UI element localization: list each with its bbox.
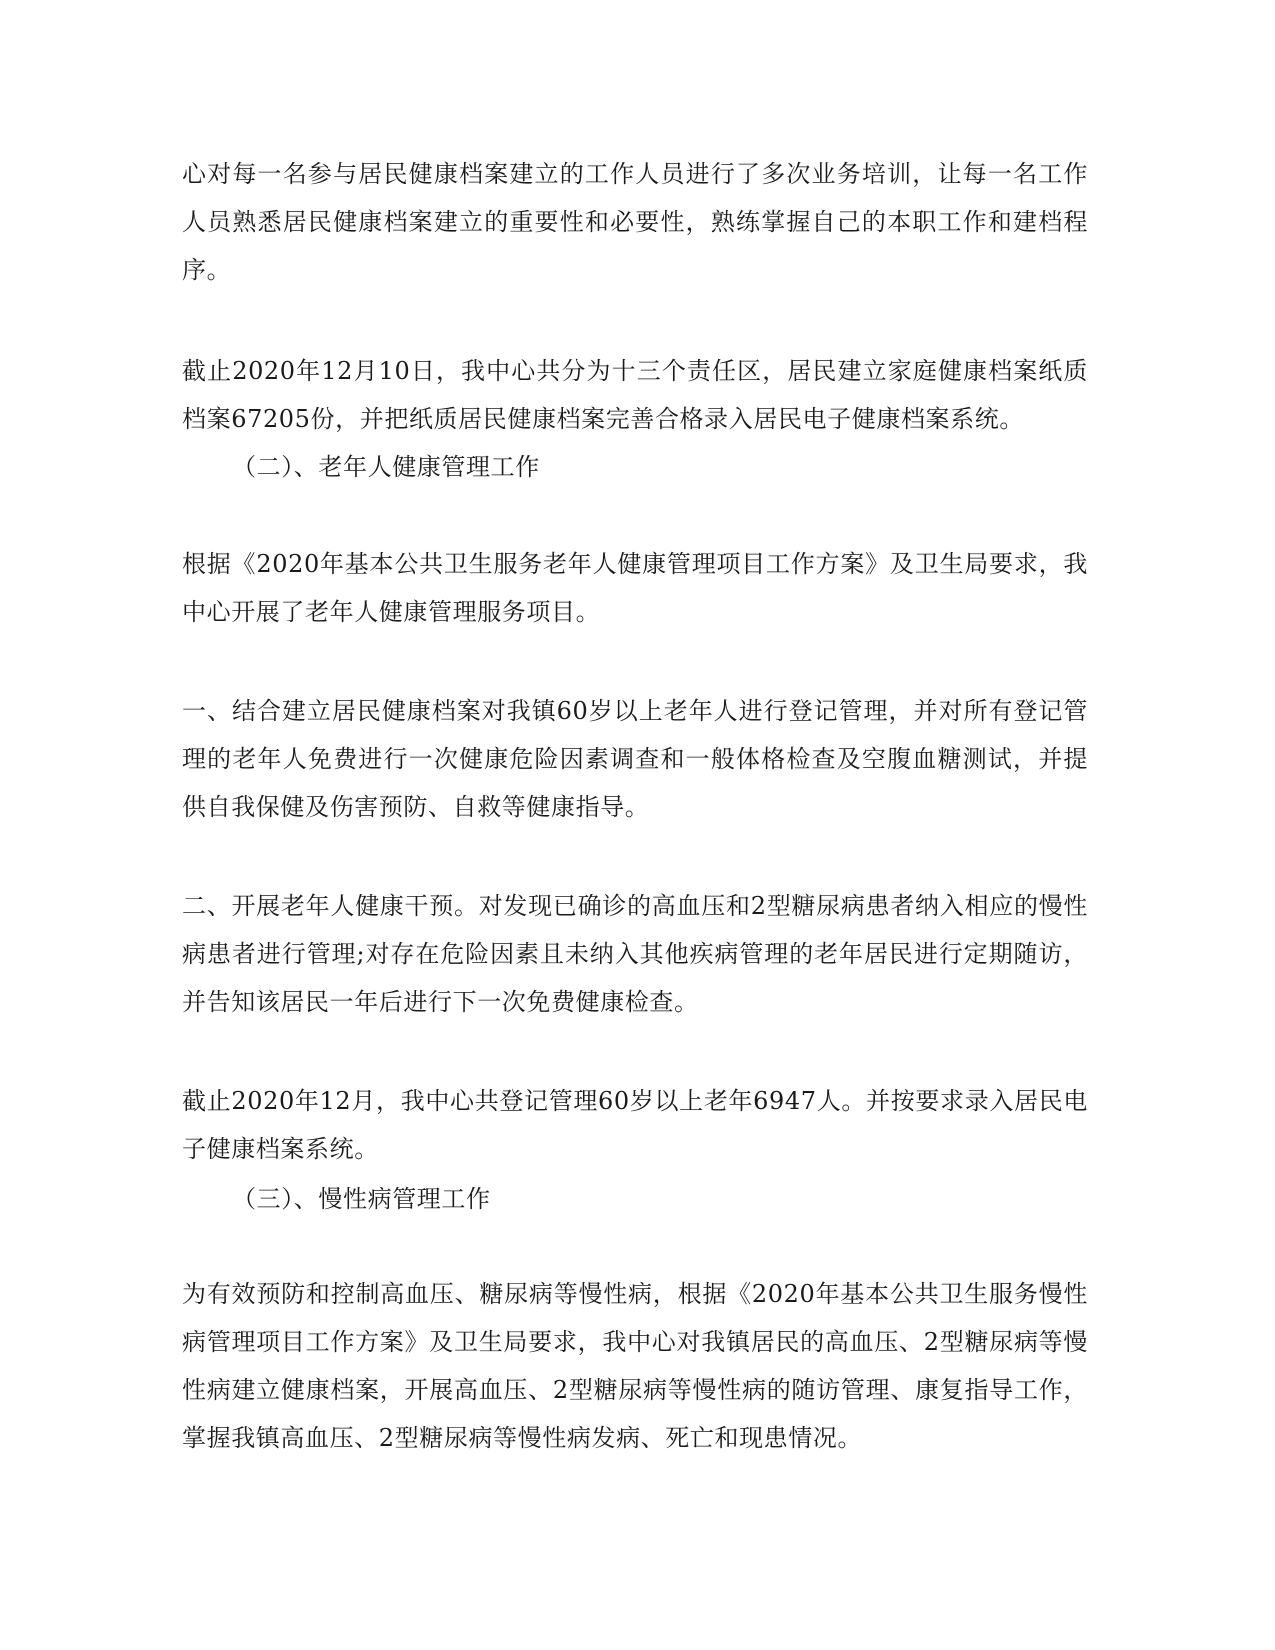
paragraph-archive-count: 截止2020年12月10日，我中心共分为十三个责任区，居民建立家庭健康档案纸质档案67205份，并把纸质居民健康档案完善合格录入居民电子健康档案系统。 [182,357,1088,433]
paragraph-elderly-basis: 根据《2020年基本公共卫生服务老年人健康管理项目工作方案》及卫生局要求，我中心开展了老年人健康管理服务项目。 [182,550,1088,626]
paragraph-training: 心对每一名参与居民健康档案建立的工作人员进行了多次业务培训，让每一名工作人员熟悉居民健康档案建立的重要性和必要性，熟练掌握自己的本职工作和建档程序。 [182,160,1088,284]
paragraph-chronic-management: 为有效预防和控制高血压、糖尿病等慢性病，根据《2020年基本公共卫生服务慢性病管理项目工作方案》及卫生局要求，我中心对我镇居民的高血压、2型糖尿病等慢性病建立健康档案，开展高血压、2型糖尿病等慢性病的随访管理、康复指导工作，掌握我镇高血压、2型糖尿病等慢性病发病、死亡和现患情况。 [182,1280,1088,1452]
paragraph-elderly-intervention: 二、开展老年人健康干预。对发现已确诊的高血压和2型糖尿病患者纳入相应的慢性病患者进行管理;对存在危险因素且未纳入其他疾病管理的老年居民进行定期随访，并告知该居民一年后进行下一次免费健康检查。 [182,892,1088,1016]
paragraph-elderly-registration: 一、结合建立居民健康档案对我镇60岁以上老年人进行登记管理，并对所有登记管理的老年人免费进行一次健康危险因素调查和一般体格检查及空腹血糖测试，并提供自我保健及伤害预防、自救等健康指导。 [182,697,1088,821]
paragraph-elderly-count: 截止2020年12月，我中心共登记管理60岁以上老年6947人。并按要求录入居民电子健康档案系统。 [182,1087,1088,1163]
section-heading-elderly: （二）、老年人健康管理工作 [232,453,540,481]
section-heading-chronic: （三）、慢性病管理工作 [232,1185,491,1213]
